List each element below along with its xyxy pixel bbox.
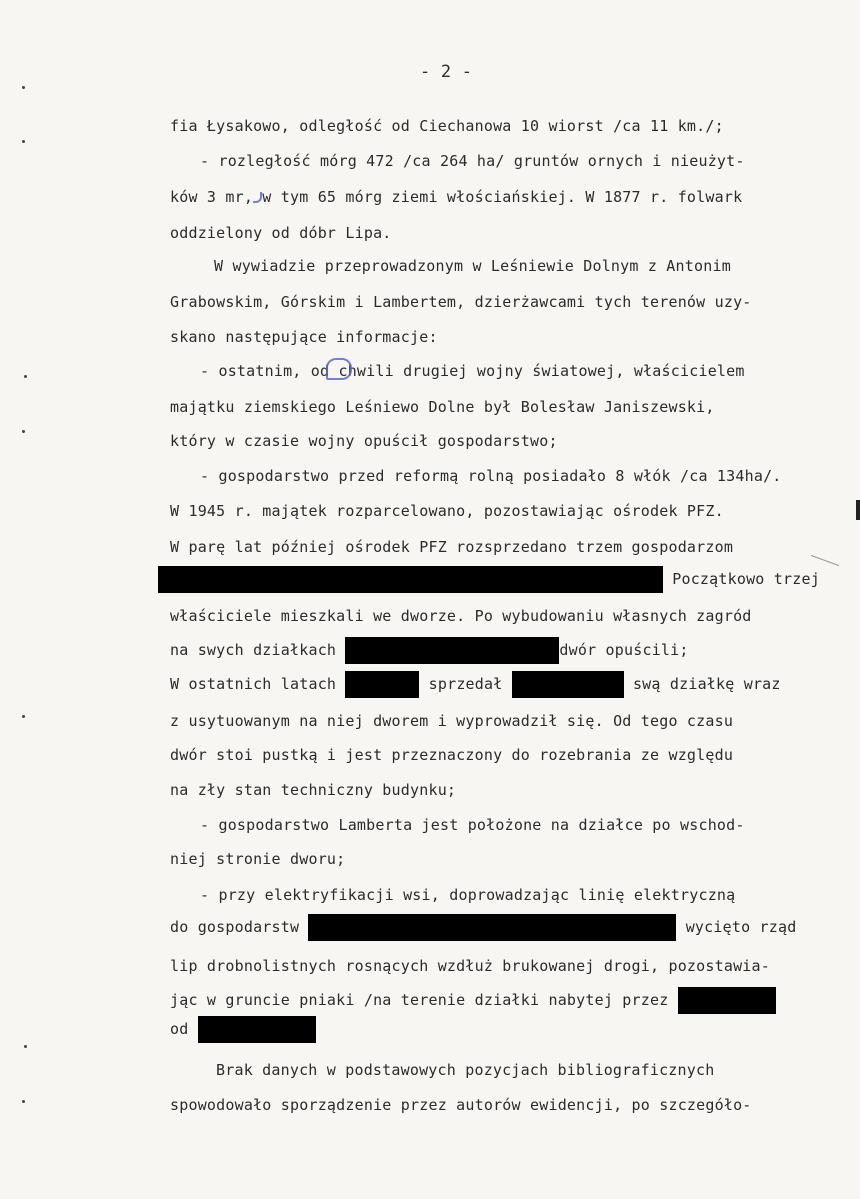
text-line: spowodowało sporządzenie przez autorów ewidencji, po szczegóło-: [170, 1096, 752, 1114]
text-line: Grabowskim, Górskim i Lambertem, dzierżawcami tych terenów uzy-: [170, 293, 752, 311]
text-line: - rozległość mórg 472 /ca 264 ha/ gruntów ornych i nieużyt-: [200, 152, 745, 170]
text-line-redacted: [158, 566, 820, 593]
margin-speck: [24, 1045, 27, 1048]
text-line: niej stronie dworu;: [170, 850, 346, 868]
redaction-bar: [308, 914, 676, 941]
text-fragment: wycięto rząd: [685, 918, 797, 936]
text-line: z usytuowanym na niej dworem i wyprowadził się. Od tego czasu: [170, 712, 734, 730]
redaction-bar: [345, 637, 559, 664]
text-line: który w czasie wojny opuścił gospodarstwo;: [170, 432, 558, 450]
pen-correction-mark: [326, 358, 352, 380]
redaction-bar: [158, 566, 663, 593]
text-line: W 1945 r. majątek rozparcelowano, pozostawiając ośrodek PFZ.: [170, 502, 724, 520]
text-fragment: Początkowo trzej: [672, 570, 820, 588]
text-line: W wywiadzie przeprowadzonym w Leśniewie Dolnym z Antonim: [214, 257, 731, 275]
text-line-redacted: [170, 987, 776, 1014]
text-line: właściciele mieszkali we dworze. Po wybudowaniu własnych zagród: [170, 607, 752, 625]
margin-speck: [22, 86, 25, 89]
text-line-redacted: [170, 637, 689, 664]
text-line-redacted: [170, 1016, 316, 1043]
text-line-redacted: [170, 671, 781, 698]
redaction-bar: [512, 671, 624, 698]
text-line-redacted: [170, 914, 796, 941]
text-line: - przy elektryfikacji wsi, doprowadzając linię elektryczną: [200, 886, 736, 904]
text-fragment: jąc w gruncie pniaki /na terenie działki nabytej przez: [170, 991, 669, 1009]
text-fragment: sprzedał: [428, 675, 503, 693]
text-fragment: W ostatnich latach: [170, 675, 337, 693]
text-line: Brak danych w podstawowych pozycjach bibliograficznych: [216, 1061, 715, 1079]
page-number: - 2 -: [420, 62, 473, 82]
text-line: dwór stoi pustką i jest przeznaczony do rozebrania ze względu: [170, 746, 734, 764]
text-fragment: swą działkę wraz: [632, 675, 781, 693]
text-line: - gospodarstwo Lamberta jest położone na działce po wschod-: [200, 816, 745, 834]
text-line: W parę lat później ośrodek PFZ rozsprzedano trzem gospodarzom: [170, 538, 734, 556]
margin-speck: [24, 375, 27, 378]
page-edge-mark: [856, 500, 860, 520]
redaction-bar: [345, 671, 419, 698]
margin-speck: [22, 715, 25, 718]
text-fragment: od: [170, 1020, 189, 1038]
text-line: fia Łysakowo, odległość od Ciechanowa 10 wiorst /ca 11 km./;: [170, 117, 724, 135]
redaction-bar: [678, 987, 776, 1014]
text-fragment: na swych działkach: [170, 641, 337, 659]
text-line: - ostatnim, od chwili drugiej wojny światowej, właścicielem: [200, 362, 745, 380]
text-line: lip drobnolistnych rosnących wzdłuż brukowanej drogi, pozostawia-: [170, 957, 770, 975]
text-line: oddzielony od dóbr Lipa.: [170, 224, 392, 242]
margin-speck: [22, 430, 25, 433]
text-fragment: dwór opuścili;: [559, 641, 689, 659]
text-line: skano następujące informacje:: [170, 328, 438, 346]
text-line: majątku ziemskiego Leśniewo Dolne był Bolesław Janiszewski,: [170, 398, 715, 416]
text-fragment: do gospodarstw: [170, 918, 300, 936]
margin-speck: [811, 555, 840, 566]
margin-speck: [22, 1100, 25, 1103]
text-line: ków 3 mr, w tym 65 mórg ziemi włościańskiej. W 1877 r. folwark: [170, 188, 743, 206]
margin-speck: [22, 140, 25, 143]
redaction-bar: [198, 1016, 316, 1043]
text-line: na zły stan techniczny budynku;: [170, 781, 457, 799]
text-line: - gospodarstwo przed reformą rolną posiadało 8 włók /ca 134ha/.: [200, 467, 782, 485]
